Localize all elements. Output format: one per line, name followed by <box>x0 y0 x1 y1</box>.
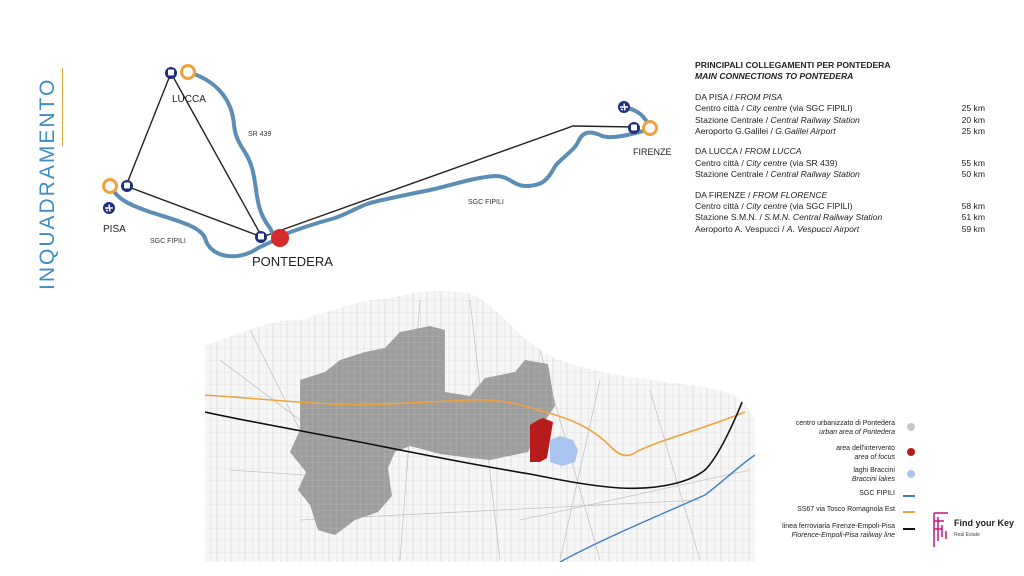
connection-row: Stazione S.M.N. / S.M.N. Central Railway Station 51 km <box>695 212 985 223</box>
connection-row: Centro città / City centre (via SGC FIPILI) 25 km <box>695 103 985 114</box>
connection-row: Stazione Centrale / Central Railway Station 20 km <box>695 114 985 125</box>
legend-item-ss67: SS67 via Tosco Romagnola Est <box>745 506 915 515</box>
firenze-train-icon <box>628 122 640 134</box>
legend-item-sgc-fipili: SGC FIPILI <box>745 490 915 499</box>
lucca-city-marker <box>182 66 195 79</box>
connection-row: Stazione Centrale / Central Railway Station 50 km <box>695 169 985 180</box>
pontedera-label: PONTEDERA <box>252 254 333 269</box>
connection-row: Aeroporto A. Vespucci / A. Vespucci Airport 59 km <box>695 223 985 234</box>
section-heading: DA LUCCA / FROM LUCCA <box>695 146 802 157</box>
connections-subtitle: MAIN CONNECTIONS TO PONTEDERA <box>695 71 854 82</box>
sr439-label: SR 439 <box>248 131 272 138</box>
connection-row: Aeroporto G.Galilei / G.Galilei Airport 25 km <box>695 126 985 137</box>
legend-focus-swatch <box>907 448 915 456</box>
section-from-lucca <box>695 146 985 180</box>
link-lucca-pisa <box>126 73 171 186</box>
legend-ss67-swatch <box>903 511 915 513</box>
section-from-pisa <box>695 92 985 138</box>
side-title: INQUADRAMENTO <box>36 77 59 290</box>
pontedera-city-marker <box>271 229 289 247</box>
pisa-city-marker <box>104 180 117 193</box>
company-logo <box>932 511 1015 549</box>
key-icon <box>932 511 952 549</box>
legend-urban-swatch <box>907 423 915 431</box>
connection-row: Centro città / City centre (via SGC FIPILI) 58 km <box>695 201 985 212</box>
section-heading: DA PISA / FROM PISA <box>695 91 783 102</box>
legend-item-area-of-focus: area dell'intervento area of focus <box>745 445 915 462</box>
connections-title: PRINCIPALI COLLEGAMENTI PER PONTEDERA <box>695 60 891 70</box>
legend-sgc-swatch <box>903 495 915 497</box>
route-sgc-fipili-east <box>275 129 650 238</box>
legend-item-railway: linea ferroviaria Firenze-Empoli-Pisa Florence-Empoli-Pisa railway line <box>745 523 915 540</box>
firenze-label: FIRENZE <box>633 147 672 157</box>
route-sgc-fipili-west <box>110 186 275 256</box>
logo-name: Find your Key <box>954 518 1015 528</box>
pisa-train-icon <box>121 180 133 192</box>
connection-row: Centro città / City centre (via SR 439) 55 km <box>695 157 985 168</box>
pisa-label: PISA <box>103 224 126 235</box>
legend-railway-swatch <box>903 528 915 530</box>
logo-sub: Real Estate <box>954 532 980 538</box>
legend-item-lakes: laghi Braccini Braccini lakes <box>745 467 915 484</box>
pontedera-train-icon <box>255 231 267 243</box>
section-heading: DA FIRENZE / FROM FLORENCE <box>695 189 828 200</box>
sgc-fipili-east-label: SGC FIPILI <box>468 199 504 206</box>
pisa-airplane-icon <box>103 202 115 214</box>
connections-panel <box>695 60 985 235</box>
firenze-city-marker <box>644 122 657 135</box>
sgc-fipili-west-label: SGC FIPILI <box>150 238 186 245</box>
firenze-airplane-icon <box>618 101 630 113</box>
legend-lakes-swatch <box>907 470 915 478</box>
lucca-train-icon <box>165 67 177 79</box>
detail-map <box>205 290 755 565</box>
section-from-florence <box>695 190 985 236</box>
lucca-label: LUCCA <box>172 94 206 105</box>
schematic-map <box>103 66 672 270</box>
legend-item-urban-area: centro urbanizzato di Pontedera urban area of Pontedera <box>745 420 915 437</box>
